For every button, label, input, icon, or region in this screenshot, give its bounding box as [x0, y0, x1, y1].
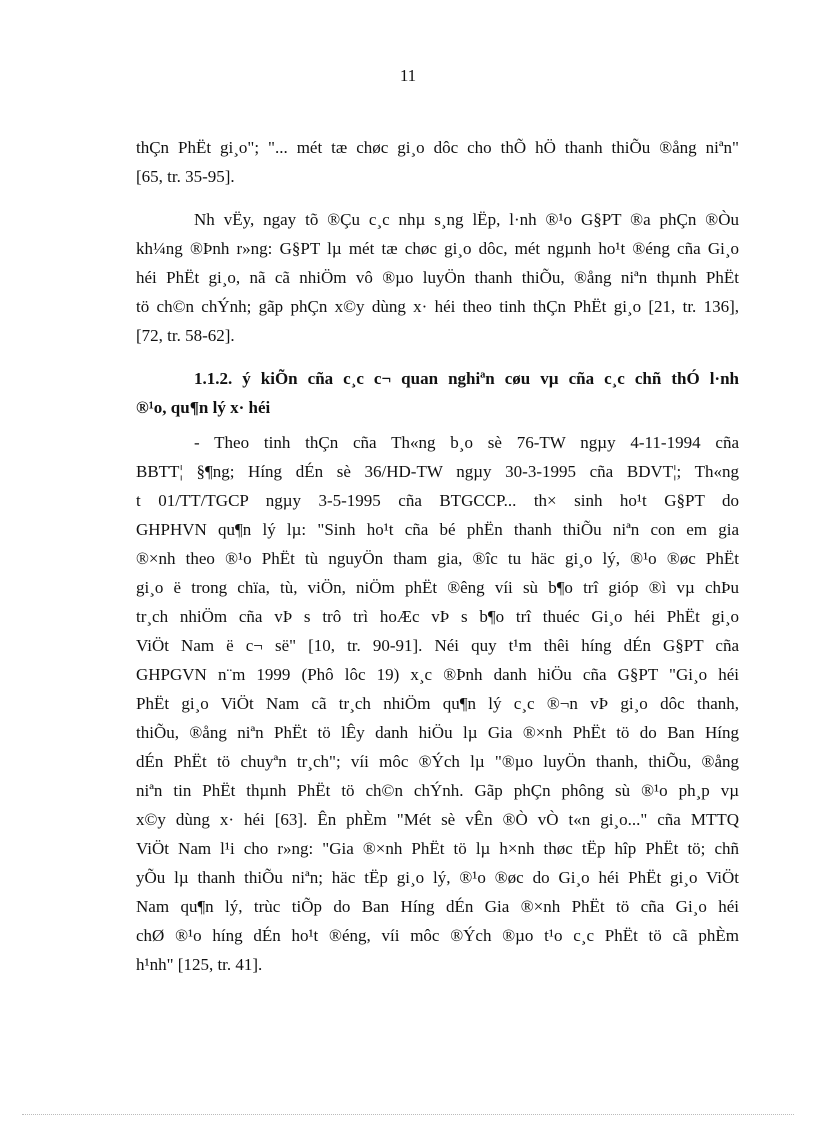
text-line: ViÖt Nam l¹i cho r»ng: "Gia ®×nh PhËt tö lµ h×nh thøc tËp hîp PhËt tö; chñ — [136, 839, 739, 858]
text-line: yÕu lµ thanh thiÕu niªn; häc tËp gi¸o lý, ®¹o ®øc do Gi¸o héi PhËt gi¸o ViÖt — [136, 868, 739, 887]
text-line: h¹nh" [125, tr. 41]. — [136, 955, 263, 974]
text-line: thÇn PhËt gi¸o"; "... mét tæ chøc gi¸o dôc cho thÕ hÖ thanh thiÕu ®ång niªn" — [136, 138, 739, 157]
text-line: tö ch©n chÝnh; gãp phÇn x©y dùng x· héi theo tinh thÇn PhËt gi¸o [21, tr. 136], — [136, 297, 739, 316]
text-line: BBTT¦ §¶ng; Híng dÉn sè 36/HD-TW ngµy 30-3-1995 cña BDVT¦; Th«ng — [136, 462, 739, 481]
text-line: ®×nh theo ®¹o PhËt tù nguyÖn tham gia, ®îc tu häc gi¸o lý, ®¹o ®øc PhËt — [136, 549, 739, 568]
text-line: PhËt gi¸o ViÖt Nam cã tr¸ch nhiÖm qu¶n lý c¸c ®¬n vÞ gi¸o dôc thanh, — [136, 694, 739, 713]
text-line: GHPGVN n¨m 1999 (Phô lôc 19) x¸c ®Þnh danh hiÖu cña G§PT "Gi¸o héi — [136, 665, 739, 684]
text-line: dÉn PhËt tö chuyªn tr¸ch"; víi môc ®Ých lµ "®µo luyÖn thanh, thiÕu, ®ång — [136, 752, 739, 771]
text-line: Nam qu¶n lý, trùc tiÕp do Ban Híng dÉn Gia ®×nh PhËt tö cña Gi¸o héi — [136, 897, 739, 916]
text-line: kh¼ng ®Þnh r»ng: G§PT lµ mét tæ chøc gi¸o dôc, mét ngµnh ho¹t ®éng cña Gi¸o — [136, 239, 739, 258]
text-line: chØ ®¹o híng dÉn ho¹t ®éng, víi môc ®Ých ®µo t¹o c¸c PhËt tö cã phÈm — [136, 926, 739, 945]
text-line: ®¹o, qu¶n lý x· héi — [136, 398, 271, 417]
body-text — [136, 133, 739, 979]
text-line: t 01/TT/TGCP ngµy 3-5-1995 cña BTGCCP... th× sinh ho¹t G§PT do — [136, 491, 739, 510]
text-line: Nh vËy, ngay tõ ®Çu c¸c nhµ s¸ng lËp, l·nh ®¹o G§PT ®a phÇn ®Òu — [194, 210, 739, 229]
text-line: thiÕu, ®ång niªn PhËt tö lÊy danh hiÖu lµ Gia ®×nh PhËt tö do Ban Híng — [136, 723, 739, 742]
page-number: 11 — [399, 66, 417, 85]
text-line: gi¸o ë trong chïa, tù, viÖn, niÖm phËt ®êng víi sù b¶o trî gióp ®ì vµ chÞu — [136, 578, 739, 597]
text-line: tr¸ch nhiÖm cña vÞ s trô trì hoÆc vÞ s b¶o trî thuéc Gi¸o héi PhËt gi¸o — [136, 607, 739, 626]
text-line: [72, tr. 58-62]. — [136, 326, 235, 345]
text-line: [65, tr. 35-95]. — [136, 167, 235, 186]
text-line: niªn tin PhËt thµnh PhËt tö ch©n chÝnh. Gãp phÇn phông sù ®¹o ph¸p vµ — [136, 781, 739, 800]
text-line: GHPHVN qu¶n lý lµ: "Sinh ho¹t cña bé phËn thanh thiÕu niªn con em gia — [136, 520, 739, 539]
text-line: ViÖt Nam ë c¬ së" [10, tr. 90-91]. Néi quy t¹m thêi híng dÉn G§PT cña — [136, 636, 739, 655]
text-line: héi PhËt gi¸o, nã cã nhiÖm vô ®µo luyÖn thanh thiÕu, ®ång niªn thµnh PhËt — [136, 268, 739, 287]
page-bottom-rule — [22, 1114, 794, 1115]
text-line: x©y dùng x· héi [63]. Ên phÈm "Mét sè vÊn ®Ò vÒ t«n gi¸o..." cña MTTQ — [136, 810, 739, 829]
text-line: 1.1.2. ý kiÕn cña c¸c c¬ quan nghiªn cøu vµ cña c¸c chñ thÓ l·nh — [194, 369, 739, 388]
text-line: - Theo tinh thÇn cña Th«ng b¸o sè 76-TW ngµy 4-11-1994 cña — [194, 433, 739, 452]
